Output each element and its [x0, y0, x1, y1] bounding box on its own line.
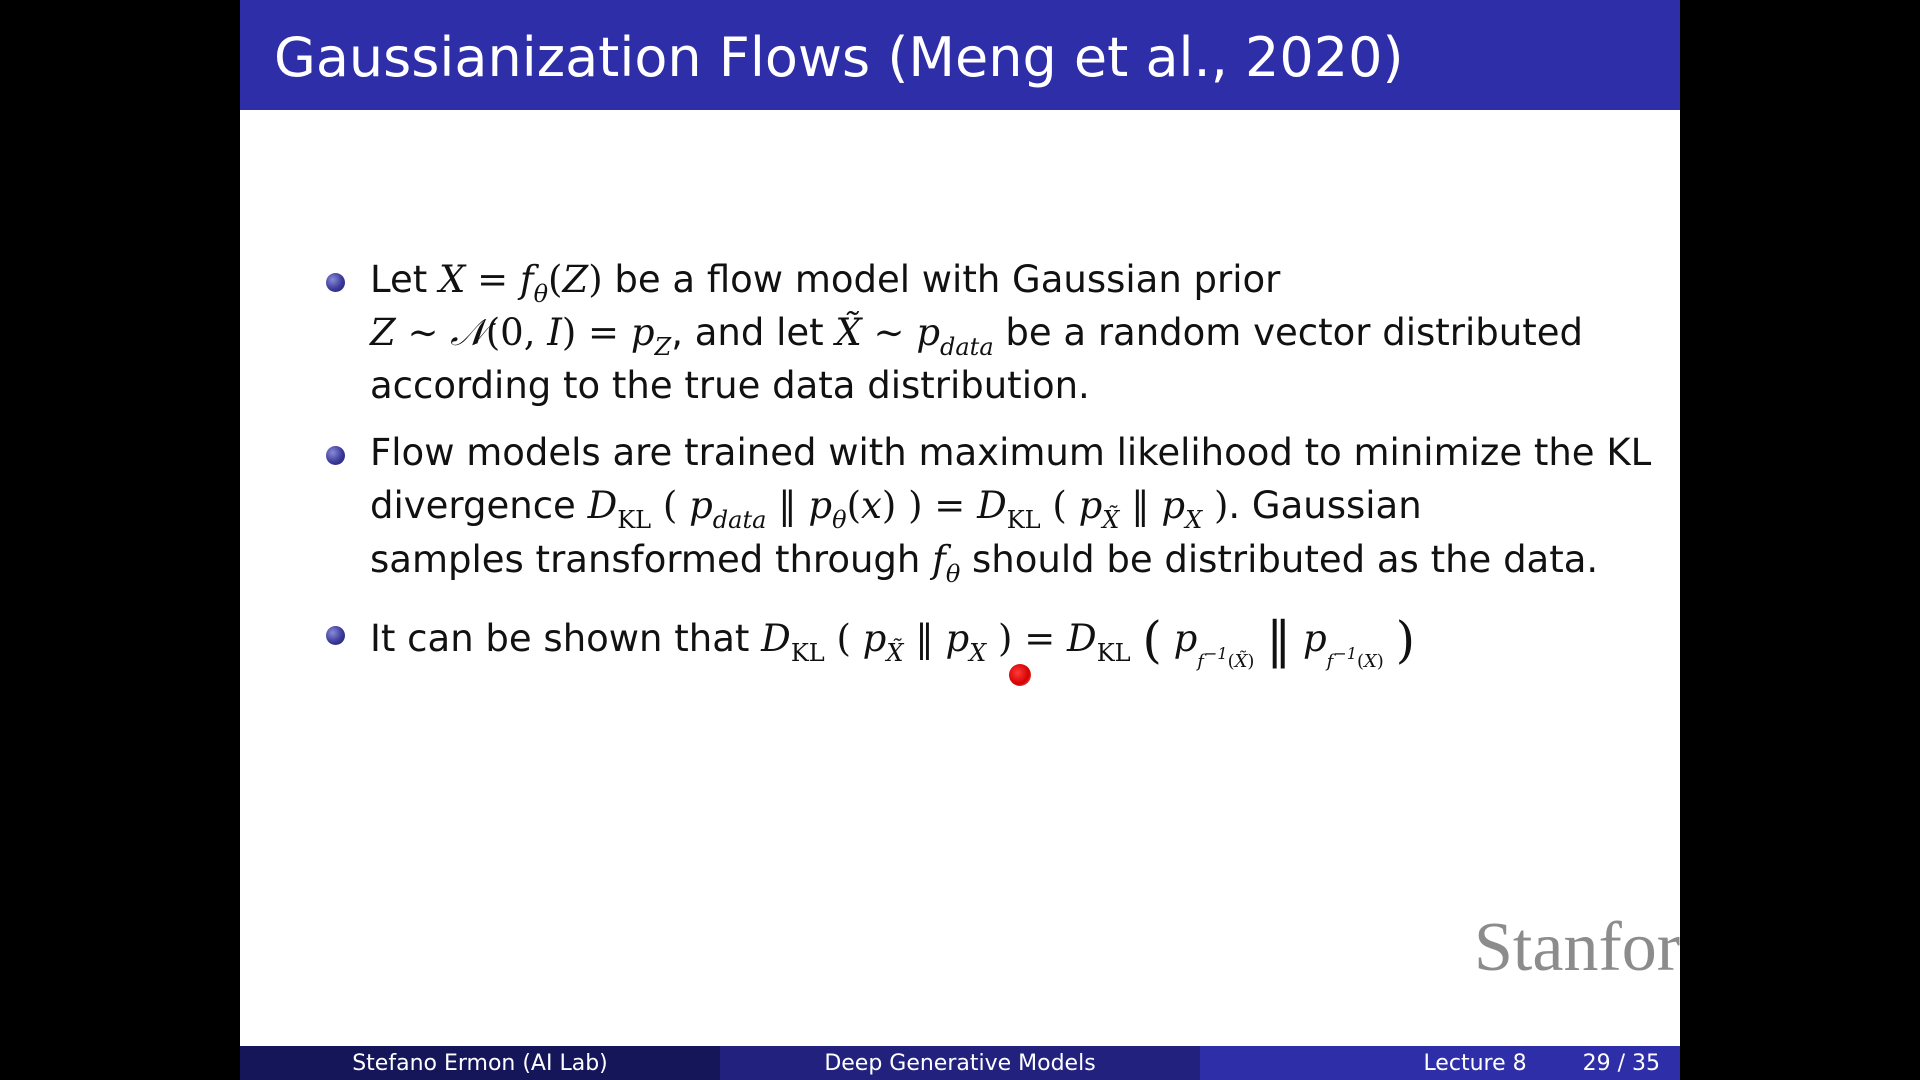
footer-course: Deep Generative Models: [720, 1046, 1200, 1080]
laser-pointer-icon: [1009, 664, 1031, 686]
bullet-3-line-1: It can be shown that $D_{KL}$ ( $p_{X̃}$ ‖ $p_X$ ) = $D_{KL}$ ( $p_{f-1(X̃)}$ ‖ $p_{f-1(X)}$ ): [370, 611, 1416, 672]
stanford-logo: Stanfor: [1474, 909, 1680, 986]
bullet-1-line-2: Z ∼ 𝒩(0, $I) = p_Z$, and let X̃ ∼ $p_{data}$ be a random vector distributed: [370, 311, 1583, 361]
footer-page-number: 29 / 35: [1582, 1050, 1660, 1076]
bullet-list: [240, 0, 1680, 1040]
slide-title: Gaussianization Flows (Meng et al., 2020): [274, 26, 1404, 89]
footer-right: [1200, 1046, 1680, 1080]
slide: [240, 0, 1680, 1080]
footer-author: Stefano Ermon (AI Lab): [240, 1046, 720, 1080]
bullet-2-line-2: divergence $D_{KL}$ ( $p_{data}$ ‖ $p_\theta(x)$ ) = $D_{KL}$ ( $p_{X̃}$ ‖ $p_X$ ). Gaussian: [370, 484, 1422, 534]
bullet-icon: [326, 273, 345, 292]
bullet-2-line-1: Flow models are trained with maximum likelihood to minimize the KL: [370, 431, 1652, 474]
bullet-1-line-1: Let $X = f_\theta(Z)$ be a flow model with Gaussian prior: [370, 258, 1281, 308]
bullet-icon: [326, 626, 345, 645]
bullet-1-line-3: according to the true data distribution.: [370, 364, 1090, 407]
bullet-2-line-3: samples transformed through $f_\theta$ should be distributed as the data.: [370, 538, 1599, 588]
footer: [240, 1046, 1680, 1080]
bullet-icon: [326, 446, 345, 465]
footer-lecture: Lecture 8: [1423, 1050, 1527, 1076]
